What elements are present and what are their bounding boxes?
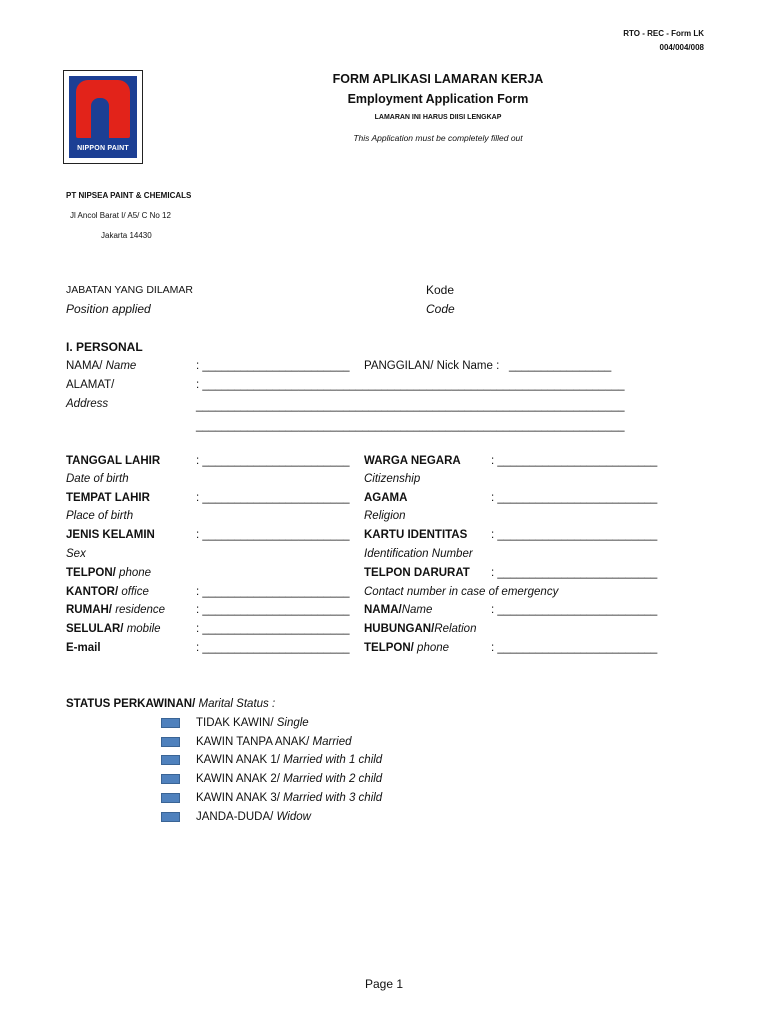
page-number: Page 1: [364, 977, 404, 991]
birth-place-field[interactable]: : _______________________: [196, 492, 350, 504]
marital-option-label-en: Married with 1 child: [283, 754, 383, 766]
office-label-en: office: [121, 586, 149, 598]
relation-label-id: HUBUNGAN/: [364, 623, 435, 635]
birth-place-label-id: TEMPAT LAHIR: [66, 492, 150, 504]
marital-option-label-id: KAWIN ANAK 1/: [196, 754, 280, 766]
office-label-id: KANTOR/: [66, 586, 119, 598]
relation-label-en: Relation: [434, 623, 477, 635]
marital-option-label-en: Married: [312, 736, 352, 748]
religion-label-en: Religion: [364, 510, 406, 522]
home-label-id: RUMAH/: [66, 604, 112, 616]
marital-checkbox-1-child[interactable]: [161, 755, 180, 765]
company-city: Jakarta 14430: [101, 231, 152, 240]
emergency-phone-label: TELPON DARURAT: [364, 567, 470, 579]
marital-option-label-id: KAWIN ANAK 2/: [196, 773, 280, 785]
birth-date-label-en: Date of birth: [66, 473, 129, 485]
office-phone-field[interactable]: : _______________________: [196, 586, 350, 598]
marital-option-label-en: Married with 2 child: [283, 773, 383, 785]
form-note-en: This Application must be completely filled out: [353, 133, 523, 143]
nick-name-field[interactable]: ________________: [509, 360, 612, 372]
mobile-phone-label: [66, 620, 161, 639]
form-title-en: Employment Application Form: [347, 92, 529, 106]
marital-status-label-id: STATUS PERKAWINAN/: [66, 698, 196, 710]
emergency-phone-field[interactable]: : _________________________: [491, 567, 658, 579]
religion-field[interactable]: : _________________________: [491, 492, 658, 504]
marital-option-married: [196, 733, 352, 752]
office-phone-label: [66, 583, 149, 602]
citizenship-label-en: Citizenship: [364, 473, 421, 485]
birth-place-label-en: Place of birth: [66, 510, 134, 522]
marital-option-2-child: [196, 770, 382, 789]
marital-option-label-en: Married with 3 child: [283, 792, 383, 804]
sex-label-id: JENIS KELAMIN: [66, 529, 155, 541]
emergency-phone2-label-en: phone: [417, 642, 450, 654]
marital-option-label-id: TIDAK KAWIN/: [196, 717, 274, 729]
mobile-label-en: mobile: [126, 623, 161, 635]
mobile-label-id: SELULAR/: [66, 623, 124, 635]
citizenship-label-id: WARGA NEGARA: [364, 455, 461, 467]
code-label-en: Code: [426, 302, 455, 316]
mobile-phone-field[interactable]: : _______________________: [196, 623, 350, 635]
marital-option-label-en: Widow: [276, 811, 311, 823]
marital-checkbox-widow[interactable]: [161, 812, 180, 822]
form-reference-number: 004/004/008: [659, 43, 704, 52]
email-label: E-mail: [66, 642, 101, 654]
address-field-line1[interactable]: : __________________________________________________________________: [196, 379, 625, 391]
relation-label: [364, 620, 476, 639]
marital-status-label: [66, 695, 275, 714]
form-title-id: FORM APLIKASI LAMARAN KERJA: [332, 72, 544, 86]
emergency-name-label-id: NAMA/: [364, 604, 402, 616]
marital-option-1-child: [196, 751, 382, 770]
address-label-id: ALAMAT/: [66, 379, 115, 391]
marital-status-label-en: Marital Status :: [198, 698, 276, 710]
emergency-phone2-label-id: TELPON/: [364, 642, 414, 654]
birth-date-label-id: TANGGAL LAHIR: [66, 455, 161, 467]
phone-label-id: TELPON/: [66, 567, 116, 579]
position-label-en: Position applied: [66, 302, 151, 316]
emergency-name-label-en: Name: [401, 604, 433, 616]
sex-label-en: Sex: [66, 548, 86, 560]
emergency-phone2-field[interactable]: : _________________________: [491, 642, 658, 654]
address-label-en: Address: [66, 398, 109, 410]
phone-label-en: phone: [119, 567, 152, 579]
id-number-label-en: Identification Number: [364, 548, 473, 560]
marital-option-label-id: KAWIN ANAK 3/: [196, 792, 280, 804]
phone-label: [66, 564, 151, 583]
emergency-name-label: [364, 601, 432, 620]
id-number-field[interactable]: : _________________________: [491, 529, 658, 541]
name-label-id: NAMA/: [66, 360, 103, 372]
section-personal-title: I. PERSONAL: [66, 340, 143, 354]
marital-checkbox-2-child[interactable]: [161, 774, 180, 784]
sex-field[interactable]: : _______________________: [196, 529, 350, 541]
marital-checkbox-3-child[interactable]: [161, 793, 180, 803]
position-label-id: JABATAN YANG DILAMAR: [66, 284, 193, 296]
emergency-contact-note: Contact number in case of emergency: [364, 586, 559, 598]
marital-option-widow: [196, 808, 311, 827]
birth-date-field[interactable]: : _______________________: [196, 455, 350, 467]
name-field[interactable]: : _______________________: [196, 360, 350, 372]
citizenship-field[interactable]: : _________________________: [491, 455, 658, 467]
name-label-en: Name: [105, 360, 137, 372]
home-phone-field[interactable]: : _______________________: [196, 604, 350, 616]
marital-checkbox-single[interactable]: [161, 718, 180, 728]
logo-text: NIPPON PAINT: [77, 145, 129, 152]
marital-option-label-en: Single: [276, 717, 309, 729]
marital-checkbox-married[interactable]: [161, 737, 180, 747]
address-field-line3[interactable]: ___________________________________________________________________: [196, 420, 625, 432]
address-field-line2[interactable]: ___________________________________________________________________: [196, 400, 625, 412]
marital-option-single: [196, 714, 309, 733]
nick-name-label: PANGGILAN/ Nick Name :: [364, 360, 500, 372]
home-phone-label: [66, 601, 165, 620]
marital-option-3-child: [196, 789, 382, 808]
religion-label-id: AGAMA: [364, 492, 408, 504]
code-label-id: Kode: [426, 283, 455, 297]
emergency-phone2-label: [364, 639, 449, 658]
home-label-en: residence: [115, 604, 166, 616]
emergency-name-field[interactable]: : _________________________: [491, 604, 658, 616]
marital-option-label-id: JANDA-DUDA/: [196, 811, 274, 823]
marital-option-label-id: KAWIN TANPA ANAK/: [196, 736, 310, 748]
form-reference-code: RTO - REC - Form LK: [623, 29, 704, 38]
company-name: PT NIPSEA PAINT & CHEMICALS: [66, 191, 192, 200]
form-note-id: LAMARAN INI HARUS DIISI LENGKAP: [374, 114, 502, 121]
email-field[interactable]: : _______________________: [196, 642, 350, 654]
company-street: Jl Ancol Barat I/ A5/ C No 12: [70, 211, 171, 220]
name-label: [66, 357, 136, 376]
logo-n-mark-icon: [76, 80, 130, 138]
nippon-paint-logo: [63, 70, 143, 164]
id-number-label-id: KARTU IDENTITAS: [364, 529, 468, 541]
